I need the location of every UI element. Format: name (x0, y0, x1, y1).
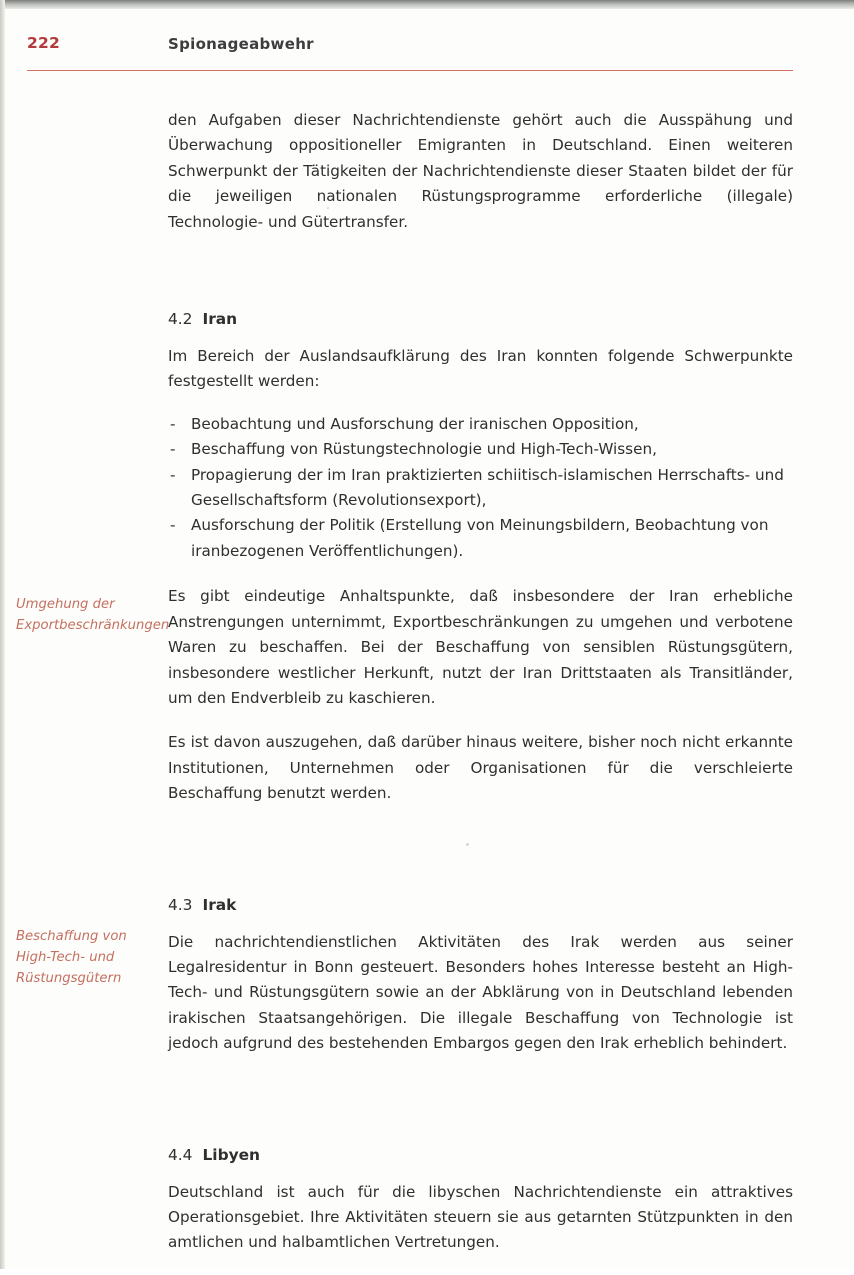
scan-left-edge (0, 0, 5, 1269)
section-number: 4.4 (168, 1145, 193, 1164)
section-title: Iran (202, 310, 238, 329)
iran-lead-paragraph: Im Bereich der Auslandsaufklärung des Iran konnten folgende Schwerpunkte festgestellt werden: (168, 347, 793, 391)
text-column (168, 108, 793, 1275)
list-item (168, 412, 793, 437)
page-header (0, 34, 854, 66)
header-rule (27, 70, 793, 71)
list-item (168, 513, 793, 564)
section-number: 4.2 (168, 310, 193, 329)
section-heading-irak (168, 896, 793, 914)
libyen-paragraph-1: Deutschland ist auch für die libyschen Nachrichtendienste ein attraktives Operationsgebiet. Ihre Aktivitäten steuern sie aus getarnten Stützpunkten in den amtlichen und halbamtlichen Vertretungen. (168, 1182, 793, 1252)
running-head: Spionageabwehr (168, 35, 314, 53)
iran-bullet-list (168, 412, 793, 564)
scan-top-edge (0, 0, 854, 9)
dash-bullet-icon: - (170, 465, 176, 484)
dash-bullet-icon: - (170, 516, 176, 535)
list-item-label: Propagierung der im Iran praktizierten schiitisch-islamischen Herrschafts- und Gesellschaftsform (Revolutionsexport), (191, 465, 784, 510)
section-number: 4.3 (168, 895, 193, 914)
irak-paragraph-1: Die nachrichtendienstlichen Aktivitäten des Irak werden aus seiner Legalresidentur in Bonn gesteuert. Besonders hohes Interesse besteht an High-Tech- und Rüstungsgütern sowie an der Abklärung von in Deutschland lebenden irakischen Staatsangehörigen. Die illegale Beschaffung von Technologie ist jedoch aufgrund des bestehenden Embargos gegen den Irak erheblich behindert. (168, 932, 793, 1053)
scan-speck (327, 207, 329, 209)
scan-speck (466, 843, 469, 846)
spacer (168, 1076, 793, 1116)
page-number: 222 (27, 34, 60, 52)
section-title: Irak (202, 895, 237, 914)
list-item (168, 463, 793, 514)
list-item-label: Beobachtung und Ausforschung der iranischen Opposition, (191, 414, 639, 433)
dash-bullet-icon: - (170, 440, 176, 459)
section-heading-libyen (168, 1146, 793, 1164)
list-item-label: Beschaffung von Rüstungstechnologie und High-Tech-Wissen, (191, 440, 657, 459)
iran-paragraph-1: Es gibt eindeutige Anhaltspunkte, daß insbesondere der Iran erhebliche Anstrengungen unternimmt, Exportbeschränkungen zu umgehen und verbotene Waren zu beschaffen. Bei der Beschaffung von sensiblen Rüstungsgütern, insbesondere westlicher Herkunft, nutzt der Iran Drittstaaten als Transitländer, um den Endverbleib zu kaschieren. (168, 587, 793, 707)
intro-paragraph: den Aufgaben dieser Nachrichtendienste gehört auch die Ausspähung und Überwachung oppositioneller Emigranten in Deutschland. Einen weiteren Schwerpunkt der Tätigkeiten der Nachrichtendienste dieser Staaten bildet der für die jeweiligen nationalen Rüstungsprogramme erforderliche (illegale) Technologie- und Gütertransfer. (168, 111, 793, 231)
margin-note-beschaffung: Beschaffung von High-Tech- und Rüstungsgütern (16, 929, 127, 986)
list-item-label: Ausforschung der Politik (Erstellung von Meinungsbildern, Beobachtung von iranbezogenen Veröffentlichungen). (191, 516, 769, 560)
dash-bullet-icon: - (170, 414, 176, 433)
spacer (168, 254, 793, 280)
list-item (168, 437, 793, 462)
section-title: Libyen (202, 1145, 261, 1164)
spacer (168, 826, 793, 866)
section-heading-iran (168, 310, 793, 328)
iran-paragraph-2: Es ist davon auszugehen, daß darüber hinaus weitere, bisher noch nicht erkannte Institutionen, Unternehmen oder Organisationen für die verschleierte Beschaffung benutzt werden. (168, 733, 793, 803)
margin-note-umgehung: Umgehung der Exportbeschränkungen (16, 597, 170, 633)
